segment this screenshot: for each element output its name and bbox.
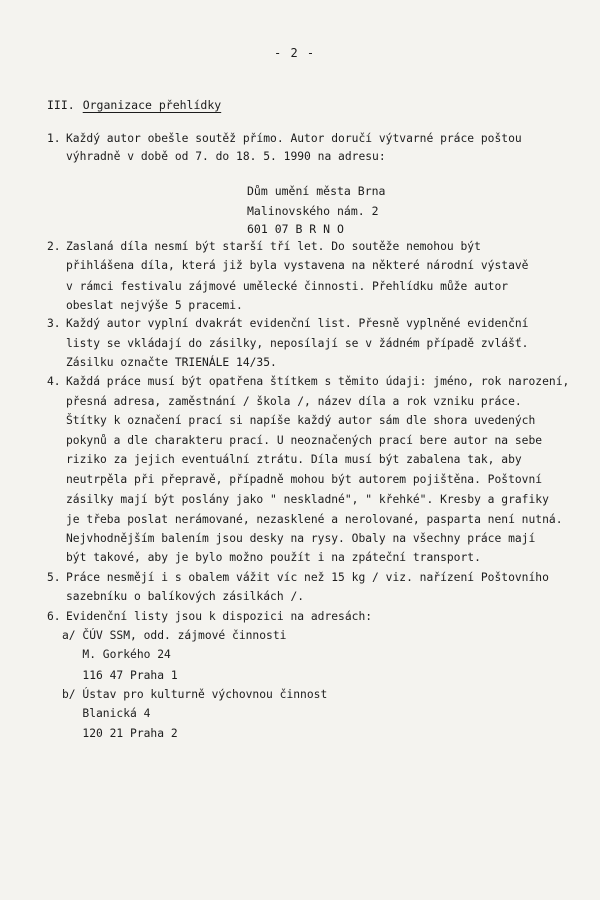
address-b-line: Blanická 4	[62, 707, 151, 720]
item-line: listy se vkládají do zásilky, neposílají se v žádném případě zvlášť.	[66, 337, 529, 350]
item-line: přesná adresa, zaměstnání / škola /, název díla a rok vzniku práce.	[66, 395, 522, 408]
item-line: Evidenční listy jsou k dispozici na adresách:	[66, 610, 373, 623]
address-a-line: 116 47 Praha 1	[62, 669, 178, 682]
item-line: zásilky mají být poslány jako " neskladné", " křehké". Kresby a grafiky	[66, 493, 549, 506]
section-heading	[47, 98, 221, 112]
address-a-line: a/ ČÚV SSM, odd. zájmové činnosti	[62, 629, 287, 642]
item-number: 4.	[47, 375, 61, 388]
item-line: v rámci festivalu zájmové umělecké činnosti. Přehlídku může autor	[66, 280, 509, 293]
address-line: 601 07 B R N O	[247, 222, 344, 236]
item-line: neutrpěla při přepravě, případně mohou být autorem pojištěna. Poštovní	[66, 473, 543, 486]
address-line: Malinovského nám. 2	[247, 204, 379, 218]
address-b-line: b/ Ústav pro kulturně výchovnou činnost	[62, 688, 328, 701]
show-through-text	[0, 66, 600, 77]
item-line: sazebníku o balíkových zásilkách /.	[66, 590, 305, 603]
item-number: 3.	[47, 317, 61, 330]
item-line: Každý autor obešle soutěž přímo. Autor doručí výtvarné práce poštou	[66, 132, 522, 145]
item-number: 1.	[47, 132, 61, 145]
item-line: výhradně v době od 7. do 18. 5. 1990 na adresu:	[66, 150, 386, 163]
item-line: být takové, aby je bylo možno použít i na zpáteční transport.	[66, 551, 481, 564]
item-line: riziko za jejich eventuální ztrátu. Díla musí být zabalena tak, aby	[66, 453, 522, 466]
address-b-line: 120 21 Praha 2	[62, 727, 178, 740]
item-line: Zásilku označte TRIENÁLE 14/35.	[66, 356, 277, 369]
section-title: Organizace přehlídky	[82, 98, 222, 112]
item-line: Každá práce musí být opatřena štítkem s těmito údaji: jméno, rok narození,	[66, 375, 570, 388]
item-number: 6.	[47, 610, 61, 623]
section-number: III.	[47, 98, 75, 112]
item-line: Každý autor vyplní dvakrát evidenční list. Přesně vyplněné evidenční	[66, 317, 529, 330]
item-line: pokynů a dle charakteru prací. U neoznačených prací bere autor na sebe	[66, 434, 543, 447]
item-line: Práce nesmějí i s obalem vážit víc než 15 kg / viz. nařízení Poštovního	[66, 571, 549, 584]
item-line: obeslat nejvýše 5 pracemi.	[66, 299, 243, 312]
address-line: Dům umění města Brna	[247, 184, 386, 198]
item-line: přihlášena díla, která již byla vystavena na některé národní výstavě	[66, 259, 529, 272]
item-number: 5.	[47, 571, 61, 584]
address-a-line: M. Gorkého 24	[62, 648, 171, 661]
item-line: je třeba poslat nerámované, nezasklené a nerolované, pasparta není nutná.	[66, 513, 563, 526]
page-number: - 2 -	[274, 46, 316, 60]
item-line: Zaslaná díla nesmí být starší tří let. Do soutěže nemohou být	[66, 240, 481, 253]
item-line: Štítky k označení prací si napíše každý autor sám dle shora uvedených	[66, 414, 536, 427]
item-number: 2.	[47, 240, 61, 253]
item-line: Nejvhodnějším balením jsou desky na rysy. Obaly na všechny práce mají	[66, 532, 536, 545]
